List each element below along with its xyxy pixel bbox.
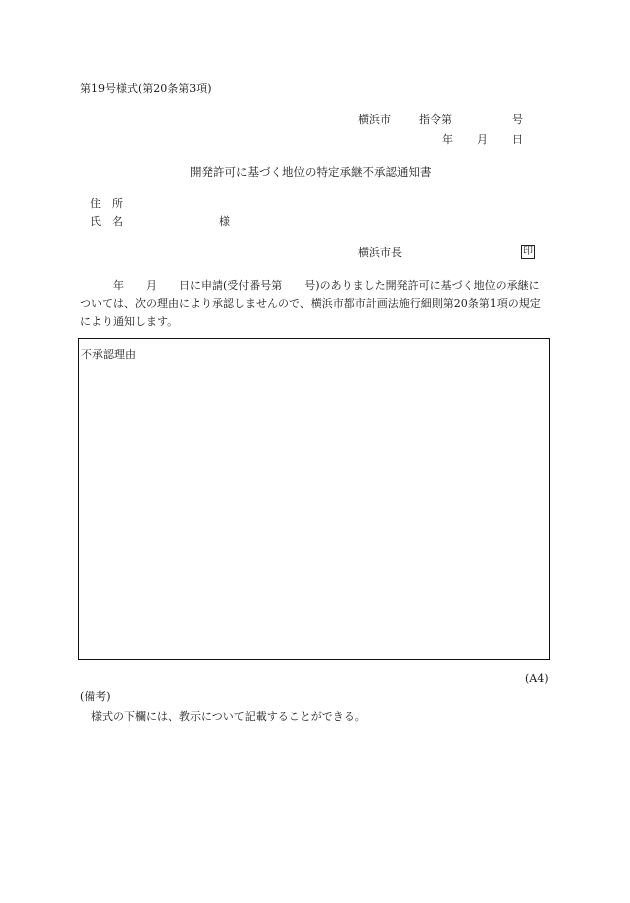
remarks-text: 様式の下欄には、教示について記載することができる。 (91, 710, 366, 723)
header-day: 日 (512, 133, 523, 146)
header-city: 横浜市 (358, 113, 391, 126)
header-month: 月 (477, 133, 488, 146)
address-label: 住 所 (90, 197, 123, 210)
mayor-label: 横浜市長 (358, 246, 402, 259)
header-designation-prefix: 指令第 (419, 113, 452, 126)
name-label: 氏 名 (90, 215, 123, 228)
body-text: 年 月 日に申請(受付番号第 号)のありました開発許可に基づく地位の承継については、次の理由により承認しませんので、横浜市都市計画法施行細則第20条第1項の規定により通知します。 (80, 279, 541, 328)
honorific: 様 (219, 215, 230, 228)
header-number-suffix: 号 (512, 113, 523, 126)
form-number: 第19号様式(第20条第3項) (80, 82, 212, 95)
document-title: 開発許可に基づく地位の特定承継不承認通知書 (190, 165, 432, 179)
reason-box-label: 不承認理由 (81, 348, 136, 361)
header-year: 年 (442, 133, 453, 146)
remarks-heading: (備考) (80, 690, 111, 703)
paper-size: (A4) (525, 672, 549, 685)
reason-box (78, 338, 550, 660)
seal-mark: 印 (523, 246, 533, 257)
